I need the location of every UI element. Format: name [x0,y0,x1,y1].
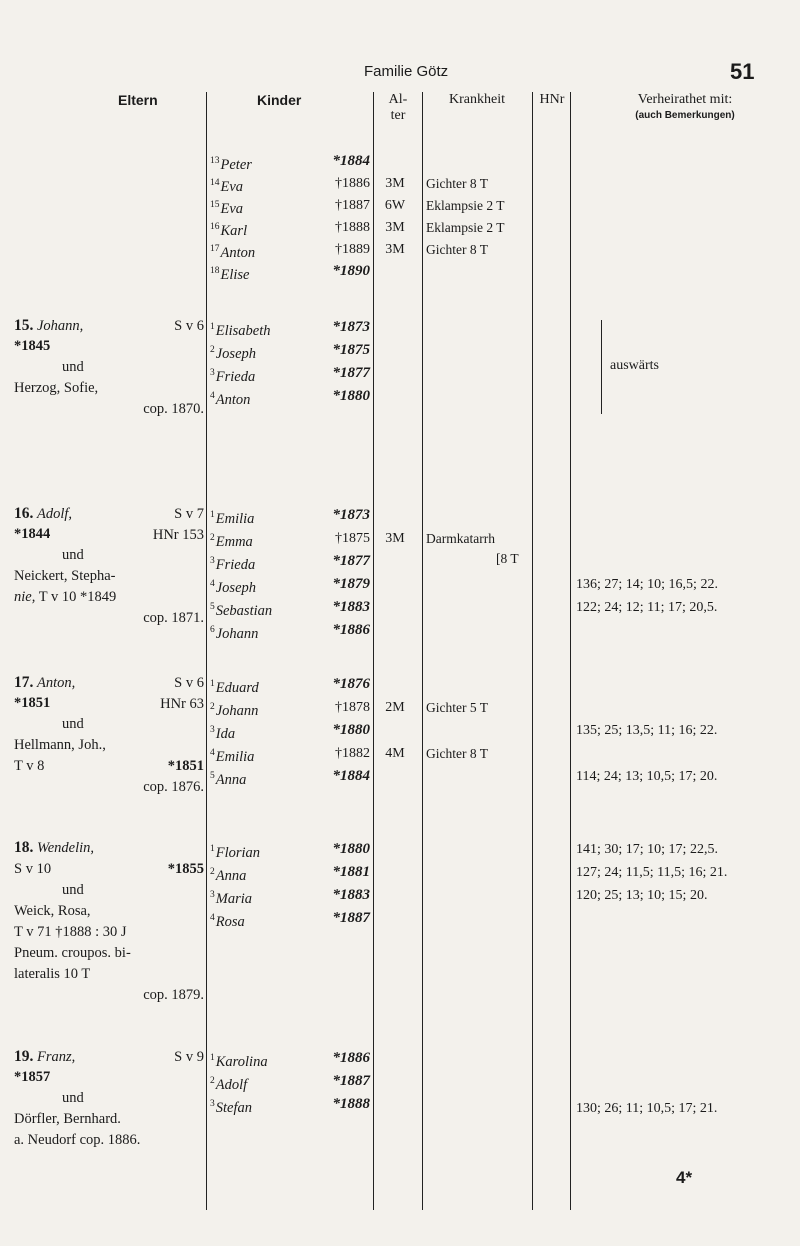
child-row: $^{15}$Eva [210,200,244,217]
child-row: $^3$Stefan [210,1099,252,1116]
marriage-year: cop. 1876. [143,779,204,795]
child-row: $^{13}$Peter [210,156,252,173]
child-year: *1877 [332,365,370,381]
child-illness: Gichter 8 T [426,746,488,761]
spouse-name: Herzog, Sofie, [14,380,99,396]
measurement-values: 114; 24; 13; 10,5; 17; 20. [576,769,718,784]
marriage-year: cop. 1871. [143,610,204,626]
child-row: $^4$Anton [210,391,251,408]
child-year: *1883 [332,887,370,903]
child-row: $^2$Anna [210,867,247,884]
child-age: 2M [385,700,405,715]
parent-name-line: 18. Wendelin, [14,839,95,856]
child-row: $^1$Elisabeth [210,322,271,339]
child-row: $^{18}$Elise [210,266,250,283]
column-header-bemerkungen: (auch Bemerkungen) [635,110,735,121]
spouse-note: lateralis 10 T [14,966,91,982]
marriage-year: cop. 1879. [143,987,204,1003]
spouse-note: Pneum. croupos. bi- [14,945,131,961]
parent-und: und [62,1090,84,1106]
spouse-name: Dörfler, Bernhard. [14,1111,121,1127]
child-year: *1886 [332,1050,370,1066]
brace-mark [593,320,602,414]
parent-und: und [62,882,84,898]
child-row: $^4$Rosa [210,913,245,930]
child-age: 4M [385,746,405,761]
child-year: *1887 [332,910,370,926]
child-illness: Eklampsie 2 T [426,198,505,213]
page-header-title: Familie Götz [364,63,449,80]
child-year: †1889 [335,242,370,257]
child-row: $^4$Joseph [210,579,257,596]
column-header-alter-line1: Al- [388,92,408,107]
spouse-birth: *1851 [167,758,204,774]
column-header-hnr: HNr [539,92,565,107]
child-row: $^3$Maria [210,890,252,907]
child-year: †1875 [335,531,370,546]
child-row: $^1$Eduard [210,679,259,696]
parent-birth: *1845 [14,338,51,354]
parent-svb: S v 6 [174,675,204,691]
signature-mark: 4* [676,1168,693,1187]
column-rule [206,92,207,1210]
column-header-krankheit: Krankheit [449,92,505,107]
parent-hnr: HNr 153 [152,527,204,543]
child-year: †1878 [335,700,370,715]
child-row: $^1$Karolina [210,1053,268,1070]
column-header-verheiratet [574,92,796,124]
child-age: 6W [384,198,406,213]
child-illness: [8 T [496,551,519,566]
child-year: *1875 [332,342,370,358]
child-row: $^3$Frieda [210,556,256,573]
parent-name-line: 16. Adolf, [14,505,73,522]
child-age: 3M [385,220,405,235]
child-year: *1888 [332,1096,370,1112]
measurement-values: 135; 25; 13,5; 11; 16; 22. [576,723,718,738]
child-year: *1884 [332,768,370,784]
child-row: $^1$Florian [210,844,261,861]
child-row: $^6$Johann [210,625,259,642]
child-illness: Darmkatarrh [426,531,495,546]
parent-birth: *1855 [167,861,204,877]
parent-und: und [62,716,84,732]
child-row: $^3$Ida [210,725,236,742]
child-row: $^2$Johann [210,702,259,719]
child-year: *1883 [332,599,370,615]
parent-svb: S v 7 [174,506,204,522]
column-header-eltern: Eltern [118,92,158,108]
child-year: *1879 [332,576,370,592]
child-year: *1880 [332,388,370,404]
column-header-kinder: Kinder [257,92,302,108]
column-header-verheiratet-line: Verheirathet mit: [637,92,733,107]
column-header-alter [376,92,420,124]
parent-svb: S v 10 [14,861,52,877]
child-age: 3M [385,176,405,191]
spouse-note: a. Neudorf cop. 1886. [14,1132,141,1148]
child-illness: Eklampsie 2 T [426,220,505,235]
child-year: *1877 [332,553,370,569]
child-year: *1881 [332,864,370,880]
child-year: †1886 [335,176,370,191]
column-rule [373,92,374,1210]
column-rule [532,92,533,1210]
parent-name-line: 15. Johann, [14,317,84,334]
measurement-values: 127; 24; 11,5; 11,5; 16; 21. [576,865,728,880]
parent-svb: S v 9 [174,1049,204,1065]
child-row: $^2$Adolf [210,1076,248,1093]
child-row: $^1$Emilia [210,510,255,527]
child-illness: Gichter 8 T [426,176,488,191]
child-illness: Gichter 8 T [426,242,488,257]
spouse-name: Weick, Rosa, [14,903,91,919]
child-age: 3M [385,242,405,257]
child-illness: Gichter 5 T [426,700,488,715]
parent-birth: *1851 [14,695,51,711]
child-year: *1880 [332,722,370,738]
child-age: 3M [385,531,405,546]
measurement-values: 141; 30; 17; 10; 17; 22,5. [576,842,718,857]
measurement-values: 122; 24; 12; 11; 17; 20,5. [576,600,718,615]
child-row: $^4$Emilia [210,748,255,765]
child-row: $^{16}$Karl [210,222,248,239]
spouse-name-cont: nie, T v 10 *1849 [14,589,117,605]
child-year: *1890 [332,263,370,279]
child-year: †1882 [335,746,370,761]
child-row: $^5$Anna [210,771,247,788]
child-year: †1887 [335,198,370,213]
parent-und: und [62,359,84,375]
parent-birth: *1844 [14,526,51,542]
child-year: *1886 [332,622,370,638]
column-rule [570,92,571,1210]
child-year: *1887 [332,1073,370,1089]
child-year: *1880 [332,841,370,857]
child-row: $^{14}$Eva [210,178,244,195]
marriage-year: cop. 1870. [143,401,204,417]
parent-svb: S v 6 [174,318,204,334]
child-year: *1876 [332,676,370,692]
parent-name-line: 19. Franz, [14,1048,76,1065]
parent-name-line: 17. Anton, [14,674,76,691]
measurement-values: 120; 25; 13; 10; 15; 20. [576,888,708,903]
parent-und: und [62,547,84,563]
column-rule [422,92,423,1210]
child-row: $^5$Sebastian [210,602,273,619]
child-row: $^3$Frieda [210,368,256,385]
page-number: 51 [730,59,755,84]
spouse-tv: T v 71 †1888 : 30 J [14,924,127,940]
column-header-alter-line2: ter [390,108,406,123]
measurement-values: 136; 27; 14; 10; 16,5; 22. [576,577,718,592]
child-row: $^2$Joseph [210,345,257,362]
child-year: †1888 [335,220,370,235]
spouse-name: Neickert, Stepha- [14,568,116,584]
spouse-name: Hellmann, Joh., [14,737,106,753]
child-year: *1873 [332,319,370,335]
brace-note: auswärts [610,358,659,373]
child-row: $^{17}$Anton [210,244,256,261]
child-year: *1884 [332,153,370,169]
measurement-values: 130; 26; 11; 10,5; 17; 21. [576,1101,718,1116]
parent-hnr: HNr 63 [160,696,204,712]
parent-birth: *1857 [14,1069,51,1085]
child-year: *1873 [332,507,370,523]
spouse-tv: T v 8 [14,758,45,774]
child-row: $^2$Emma [210,533,253,550]
